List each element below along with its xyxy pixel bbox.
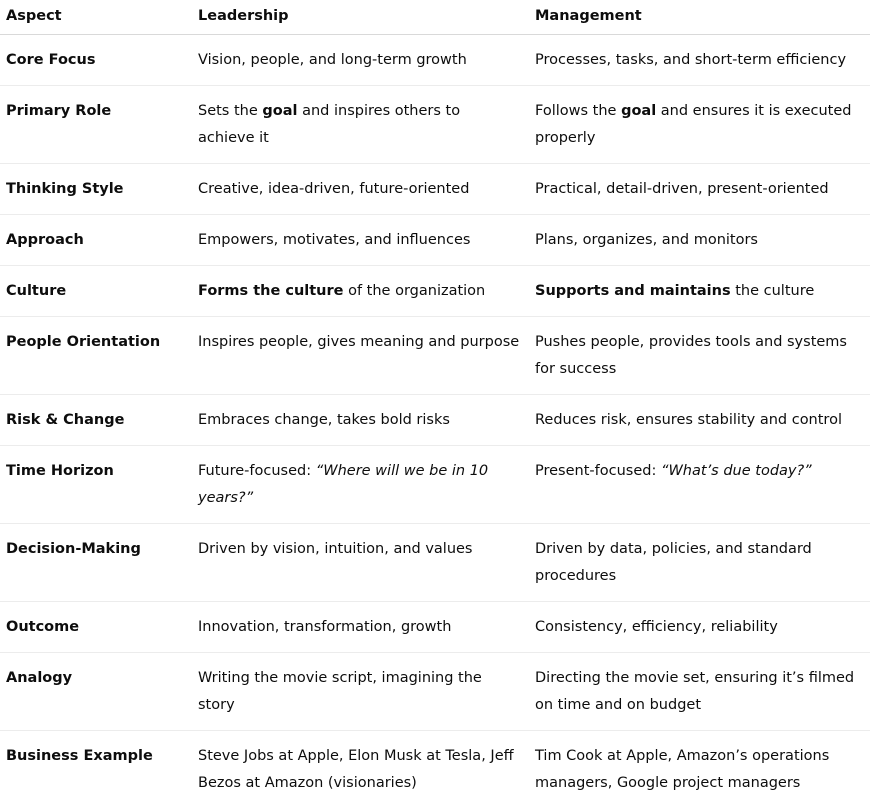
aspect-cell: People Orientation (0, 316, 198, 394)
management-cell (535, 34, 870, 85)
leadership-cell (198, 730, 535, 808)
management-cell (535, 265, 870, 316)
cell-text: Present-focused: (535, 462, 661, 479)
cell-bold-text: goal (262, 102, 298, 119)
cell-text: Practical, detail-driven, present-oriented (535, 180, 829, 197)
header-row (0, 0, 870, 34)
cell-text: Tim Cook at Apple, Amazon’s operations managers, Google project managers (535, 747, 830, 791)
aspect-cell: Core Focus (0, 34, 198, 85)
management-cell (535, 523, 870, 601)
cell-text: and inspires others to achieve it (198, 102, 461, 146)
table-row (0, 394, 870, 445)
aspect-cell: Approach (0, 214, 198, 265)
table-row (0, 652, 870, 730)
management-cell (535, 730, 870, 808)
management-cell (535, 394, 870, 445)
cell-italic-text: “Where will we be in 10 years?” (198, 462, 489, 506)
leadership-cell (198, 394, 535, 445)
aspect-cell: Analogy (0, 652, 198, 730)
table-row (0, 445, 870, 523)
cell-text: Embraces change, takes bold risks (198, 411, 450, 428)
leadership-cell (198, 652, 535, 730)
leadership-cell (198, 34, 535, 85)
cell-text: Creative, idea-driven, future-oriented (198, 180, 470, 197)
aspect-cell: Primary Role (0, 85, 198, 163)
table-row (0, 214, 870, 265)
table-row (0, 730, 870, 808)
leadership-cell (198, 265, 535, 316)
cell-italic-text: “What’s due today?” (660, 462, 812, 479)
cell-bold-text: goal (621, 102, 657, 119)
aspect-cell: Decision-Making (0, 523, 198, 601)
header-aspect: Aspect (0, 0, 198, 34)
cell-text: Plans, organizes, and monitors (535, 231, 758, 248)
cell-text: Innovation, transformation, growth (198, 618, 452, 635)
cell-text: Steve Jobs at Apple, Elon Musk at Tesla, Jeff Bezos at Amazon (visionaries) (198, 747, 514, 791)
table-row (0, 601, 870, 652)
table-row (0, 34, 870, 85)
cell-text: Writing the movie script, imagining the story (198, 669, 482, 713)
cell-text: Directing the movie set, ensuring it’s filmed on time and on budget (535, 669, 855, 713)
cell-text: Empowers, motivates, and influences (198, 231, 471, 248)
cell-text: Pushes people, provides tools and systems for success (535, 333, 847, 377)
header-management: Management (535, 0, 870, 34)
table-row (0, 163, 870, 214)
cell-bold-text: Forms the culture (198, 282, 344, 299)
management-cell (535, 85, 870, 163)
aspect-cell: Time Horizon (0, 445, 198, 523)
table-row (0, 523, 870, 601)
cell-text: Driven by vision, intuition, and values (198, 540, 473, 557)
leadership-cell (198, 163, 535, 214)
table-row (0, 316, 870, 394)
aspect-cell: Risk & Change (0, 394, 198, 445)
management-cell (535, 163, 870, 214)
cell-text: Driven by data, policies, and standard procedures (535, 540, 812, 584)
cell-text: Inspires people, gives meaning and purpose (198, 333, 520, 350)
cell-text: Processes, tasks, and short-term efficiency (535, 51, 847, 68)
leadership-cell (198, 601, 535, 652)
leadership-cell (198, 214, 535, 265)
leadership-cell (198, 523, 535, 601)
cell-text: of the organization (343, 282, 486, 299)
header-leadership: Leadership (198, 0, 535, 34)
table-body (0, 34, 870, 808)
leadership-cell (198, 316, 535, 394)
table-row (0, 265, 870, 316)
aspect-cell: Thinking Style (0, 163, 198, 214)
leadership-cell (198, 445, 535, 523)
cell-text: Reduces risk, ensures stability and control (535, 411, 842, 428)
table-row (0, 85, 870, 163)
cell-text: Consistency, efficiency, reliability (535, 618, 778, 635)
aspect-cell: Culture (0, 265, 198, 316)
aspect-cell: Business Example (6, 747, 153, 764)
cell-text: Sets the (198, 102, 263, 119)
cell-text: Follows the (535, 102, 622, 119)
leadership-cell (198, 85, 535, 163)
cell-text: and ensures it is executed properly (535, 102, 852, 146)
aspect-cell: Outcome (0, 601, 198, 652)
management-cell (535, 445, 870, 523)
cell-text: Future-focused: (198, 462, 316, 479)
table-header (0, 0, 870, 34)
management-cell (535, 652, 870, 730)
management-cell (535, 316, 870, 394)
management-cell (535, 601, 870, 652)
management-cell (535, 214, 870, 265)
cell-text: Vision, people, and long-term growth (198, 51, 467, 68)
cell-bold-text: Supports and maintains (535, 282, 731, 299)
cell-text: the culture (730, 282, 815, 299)
